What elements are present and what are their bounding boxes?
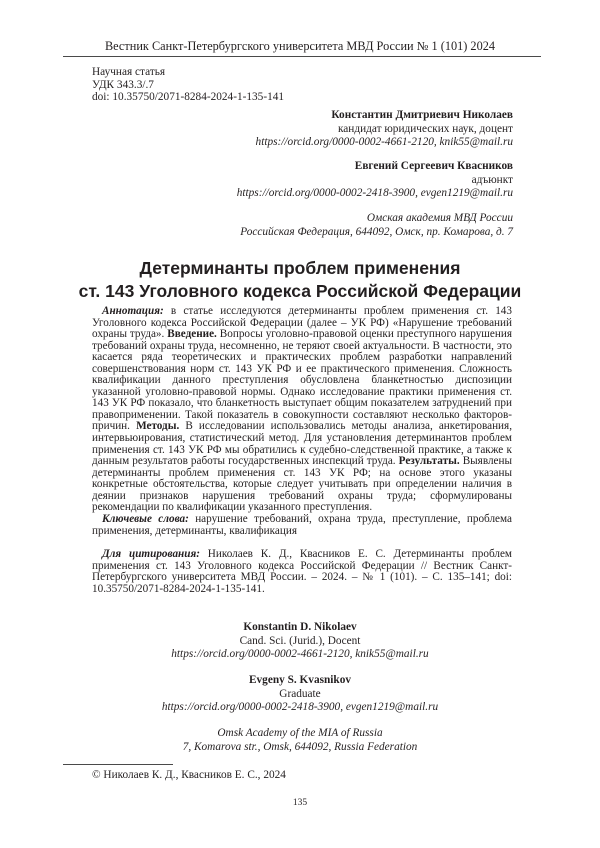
abstract-label: Аннотация: <box>102 305 164 317</box>
doi[interactable]: doi: 10.35750/2071-8284-2024-1-135-141 <box>92 91 285 104</box>
author-contact-link[interactable]: https://orcid.org/0000-0002-4661-2120, knik55@mail.ru <box>171 648 429 661</box>
journal-header: Вестник Санкт-Петербургского университета МВД России № 1 (101) 2024 <box>104 39 496 53</box>
author-name: Константин Дмитриевич Николаев <box>331 109 513 121</box>
article-meta <box>92 66 284 104</box>
author-en-2 <box>0 674 600 715</box>
abstract <box>92 306 512 514</box>
intro-text: Вопросы уголовно-правовой оценки преступного нарушения требований охраны труда, несомненно, не теряют своей актуальности. В частности, это касается ряда теоретических и практических проблем разработки направлений совершенствования норм ст. 143 УК РФ и ее практического применения. Сложность квалификации данного преступления обусловлена бланкетностью диспозиции указанной уголовно-правовой нормы. Однако исследование практики применения ст. 143 УК РФ показало, что бланкетность выступает общим показателем затруднений при правоприменении. Такой показатель в совокупности составляют несколько факторов-причин. <box>92 328 512 433</box>
methods-label: Методы. <box>136 420 180 433</box>
author-degree: Cand. Sci. (Jurid.), Docent <box>239 634 361 647</box>
keywords-text: нарушение требований, охрана труда, преступление, проблема применения, детерминанты, квалификация <box>92 513 512 537</box>
methods-text: В исследовании использовались методы анализа, анкетирования, интервьюирования, статистический метод. Для установления детерминантов проблем применения ст. 143 УК РФ мы обратились к судебно-следственной практике, а также к данным результатов работы государственных инспекций труда. <box>92 420 512 468</box>
intro-label: Введение. <box>167 328 217 341</box>
affiliation-address: 7, Komarova str., Omsk, 644092, Russia Federation <box>182 740 418 753</box>
author-en-1 <box>0 621 600 662</box>
title-line-2: ст. 143 Уголовного кодекса Российской Федерации <box>78 281 522 301</box>
udc-code: УДК 343.3/.7 <box>92 78 154 91</box>
abstract-text: в статье исследуются детерминанты проблем применения ст. 143 Уголовного кодекса Российской Федерации (далее – УК РФ) «Нарушение требований охраны труда». <box>92 305 512 341</box>
title-line-1: Детерминанты проблем применения <box>139 258 461 278</box>
author-degree: кандидат юридических наук, доцент <box>337 122 513 135</box>
citation-text: Николаев К. Д., Квасников Е. С. Детерминанты проблем применения ст. 143 Уголовного кодекса Российской Федерации // Вестник Санкт-Петербургского университета МВД России. – 2024. – № 1 (101). – С. 135–141; doi: 10.35750/2071-8284-2024-1-135-141. <box>92 548 512 595</box>
author-contact-link[interactable]: https://orcid.org/0000-0002-4661-2120, knik55@mail.ru <box>255 136 513 149</box>
author-contact-link[interactable]: https://orcid.org/0000-0002-2418-3900, evgen1219@mail.ru <box>161 701 439 714</box>
header-divider <box>63 56 541 57</box>
affiliation-en <box>0 727 600 754</box>
results-label: Результаты. <box>398 455 460 468</box>
affiliation-org: Omsk Academy of the MIA of Russia <box>217 727 383 739</box>
author-degree: адъюнкт <box>471 173 513 186</box>
citation <box>92 549 512 595</box>
author-degree: Graduate <box>279 687 321 700</box>
copyright-footnote: © Николаев К. Д., Квасников Е. С., 2024 <box>92 769 286 781</box>
author-ru-1 <box>256 109 513 150</box>
affiliation-ru <box>240 212 513 239</box>
author-contact-link[interactable]: https://orcid.org/0000-0002-2418-3900, evgen1219@mail.ru <box>236 187 513 200</box>
author-name: Евгений Сергеевич Квасников <box>354 160 513 172</box>
page-number: 135 <box>292 798 308 808</box>
keywords <box>92 514 512 537</box>
author-name: Evgeny S. Kvasnikov <box>248 674 351 686</box>
article-title <box>0 257 600 303</box>
affiliation-org: Омская академия МВД России <box>366 212 513 224</box>
author-name: Konstantin D. Nikolaev <box>243 621 357 633</box>
results-text: Выявлены детерминанты проблем применения ст. 143 УК РФ; на основе этого указаны конкретные обстоятельства, которые следует учитывать при определении наличия в деянии признаков нарушения требований охраны труда; сформулированы рекомендации по квалификации указанного преступления. <box>92 455 513 514</box>
citation-label: Для цитирования: <box>102 548 200 560</box>
footnote-divider <box>63 764 173 765</box>
author-ru-2 <box>237 160 513 201</box>
article-type: Научная статья <box>92 66 166 78</box>
keywords-label: Ключевые слова: <box>102 513 189 525</box>
affiliation-address: Российская Федерация, 644092, Омск, пр. Комарова, д. 7 <box>240 225 513 238</box>
